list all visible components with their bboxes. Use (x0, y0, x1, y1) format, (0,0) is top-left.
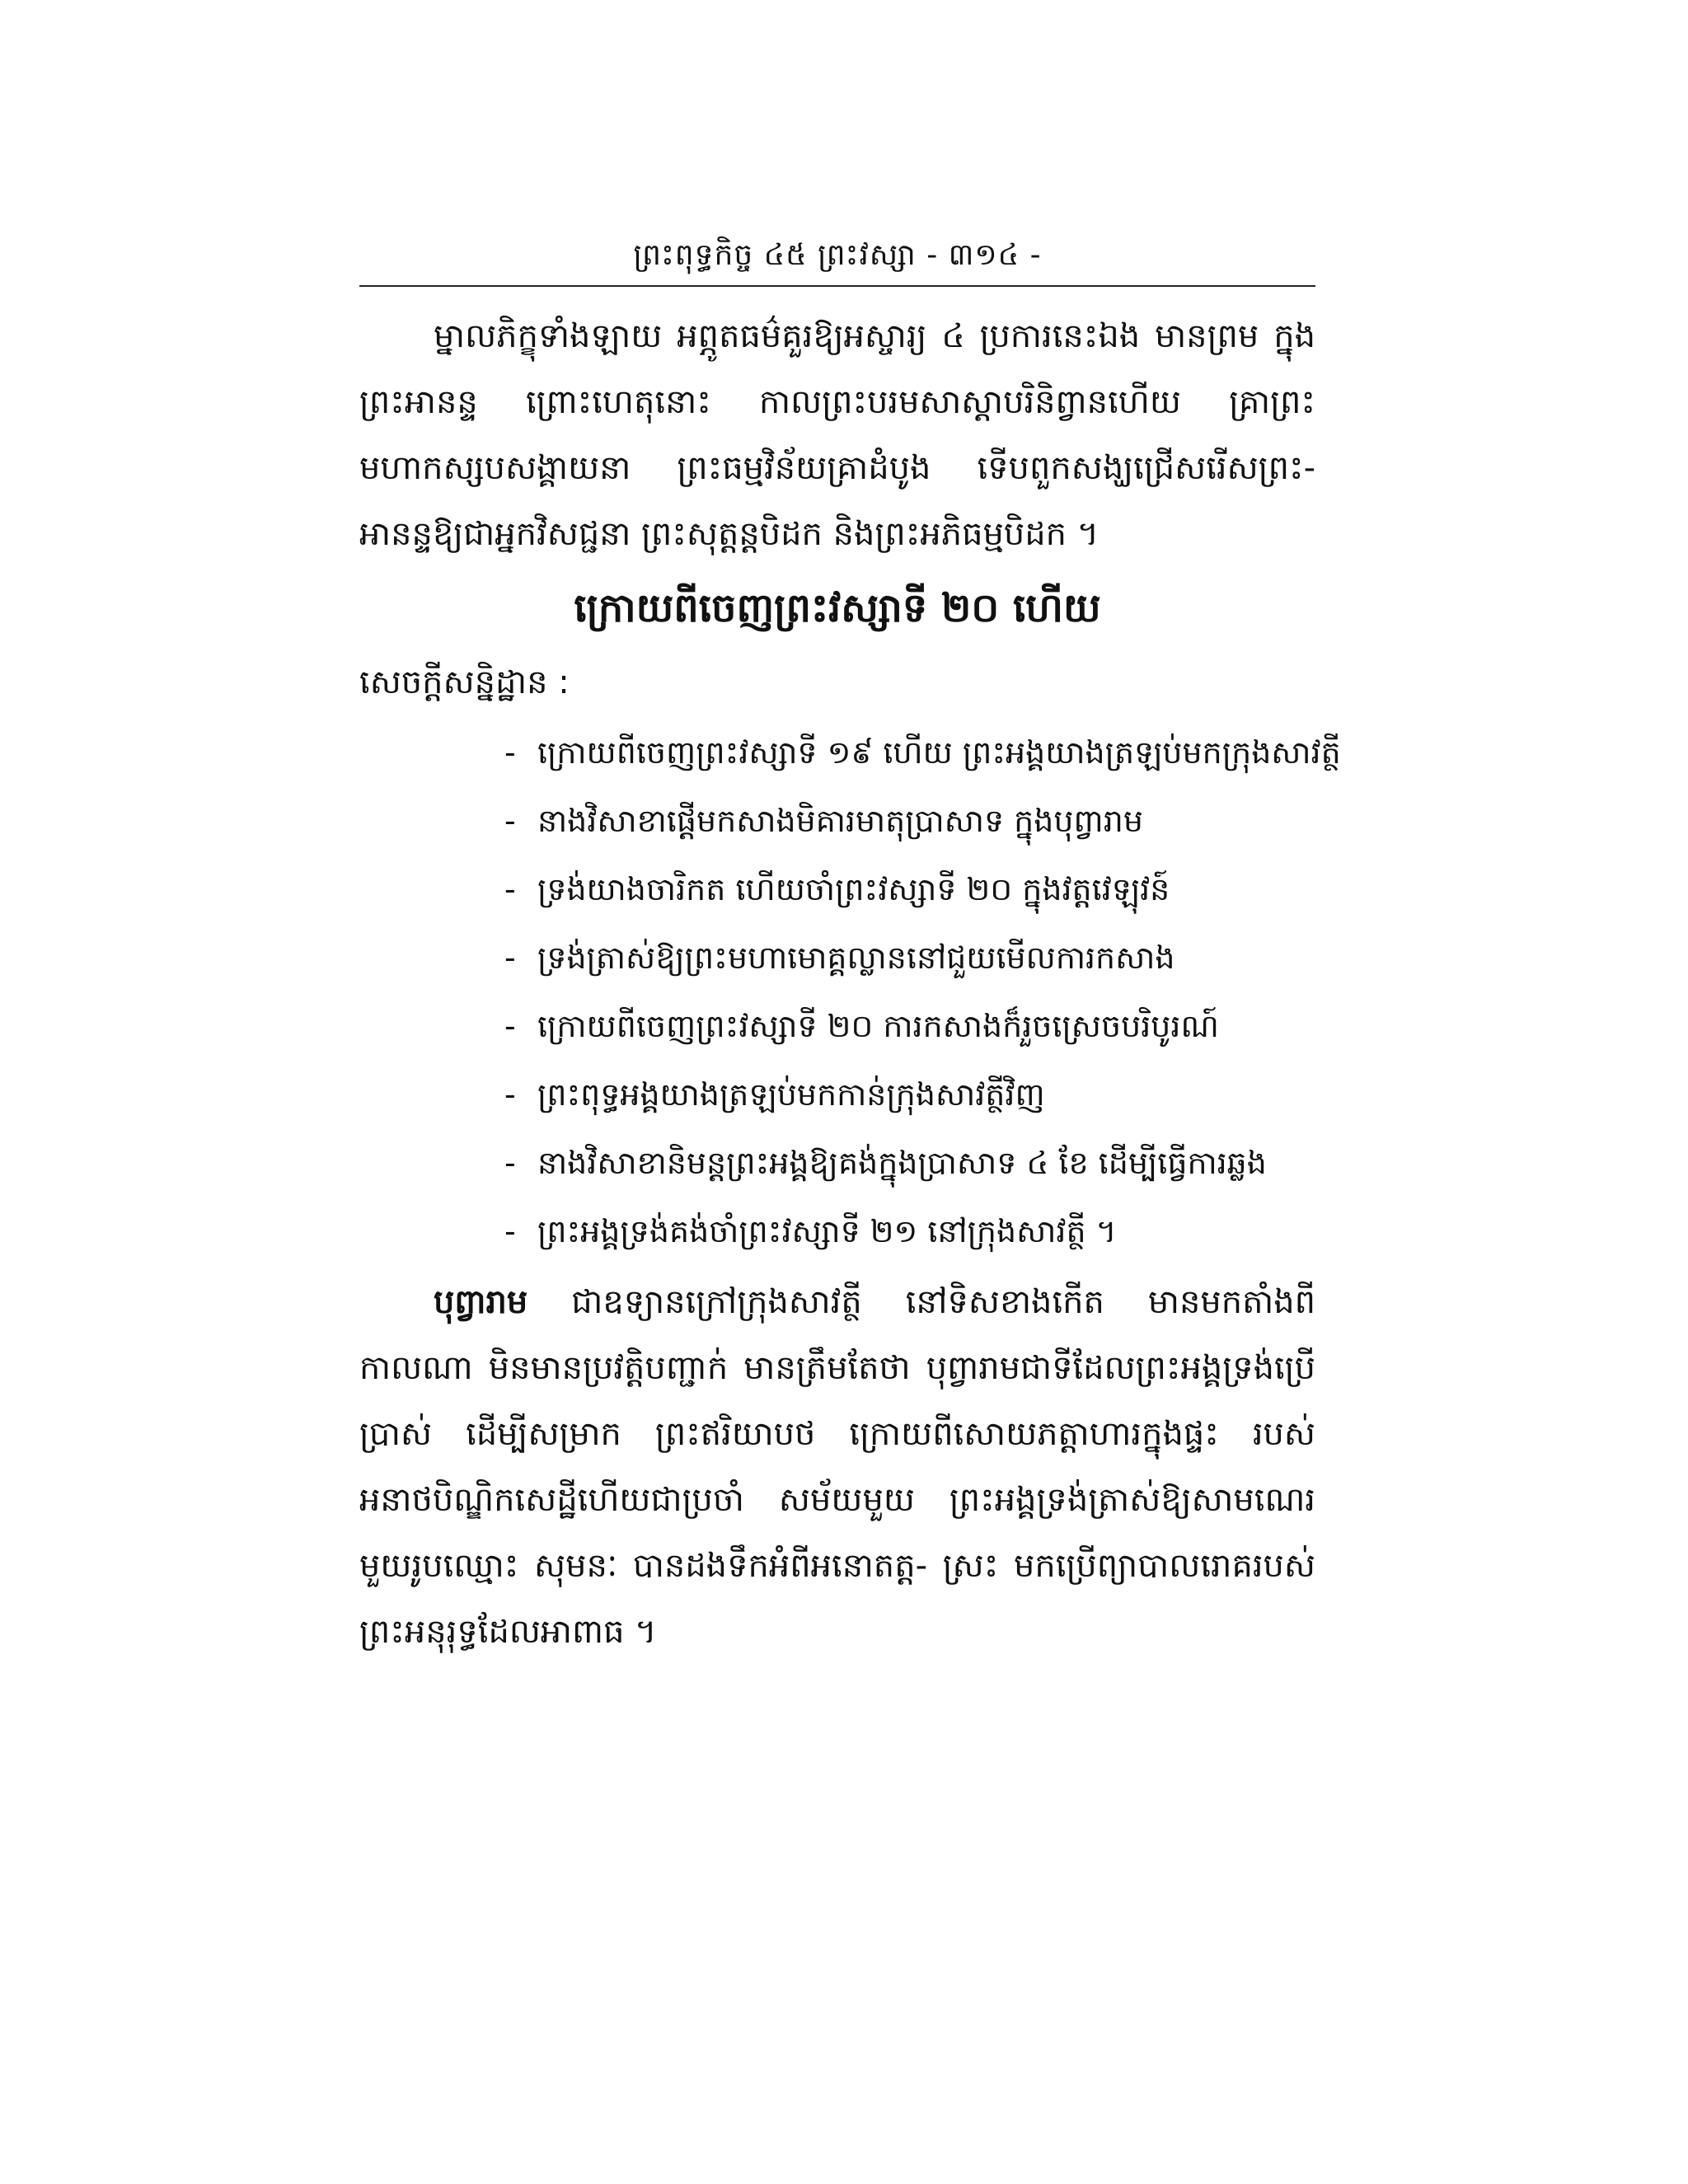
bullet-dash: - (504, 1145, 516, 1181)
closing-paragraph (359, 1269, 1315, 1665)
list-item-text: ទ្រង់យាងចារិកត ហើយចាំព្រះវស្សាទី ២០ ក្នុងវត្តវេឡុវន៍ (537, 871, 1170, 907)
list-item-text: ក្រោយពីចេញព្រះវស្សាទី ១៩ ហើយ ព្រះអង្គយាងត្រឡប់មកក្រុងសាវត្ថី (537, 734, 1341, 771)
summary-list (359, 719, 1341, 1266)
list-item-text: នាងវិសាខានិមន្តព្រះអង្គឱ្យគង់ក្នុងប្រាសាទ ៤ ខែ ដើម្បីធ្វើការឆ្លង (537, 1145, 1267, 1181)
summary-label: សេចក្តីសន្និដ្ឋាន : (359, 663, 570, 701)
list-item-text: ទ្រង់ត្រាស់ឱ្យព្រះមហាមោគ្គល្លាននៅជួយមើលការកសាង (537, 940, 1175, 976)
bullet-dash: - (504, 1076, 516, 1113)
list-item-text: ព្រះពុទ្ធអង្គយាងត្រឡប់មកកាន់ក្រុងសាវត្ថីវិញ (537, 1076, 1045, 1113)
list-item (504, 719, 1341, 787)
bullet-dash: - (504, 734, 516, 771)
list-item-text: ព្រះអង្គទ្រង់គង់ចាំព្រះវស្សាទី ២១ នៅក្រុងសាវត្ថី ។ (537, 1213, 1117, 1249)
bullet-dash: - (504, 871, 516, 907)
list-item-text: នាងវិសាខាផ្តើមកសាងមិគារមាតុប្រាសាទ ក្នុងបុព្វារាម (537, 803, 1143, 839)
closing-paragraph-text: ជាឧទ្យានក្រៅក្រុងសាវត្ថី នៅទិសខាងកើត មានមកតាំងពីកាលណា មិនមានប្រវត្តិបញ្ជាក់ មានត្រឹមតែថា បុព្វារាមជាទីដែលព្រះអង្គទ្រង់ប្រើប្រាស់ ដើម្បីសម្រាក ព្រះឥរិយាបថ ក្រោយពីសោយភត្តាហារក្នុងផ្ទះ របស់អនាថបិណ្ឌិកសេដ្ឋីហើយជាប្រចាំ សម័យមួយ ព្រះអង្គទ្រង់ត្រាស់ឱ្យសាមណេរមួយរូបឈ្មោះ សុមនៈ បានដងទឹកអំពីអនោតត្ត- ស្រះ មកប្រើព្យាបាលរោគរបស់ព្រះអនុរុទ្ធដែលអាពាធ ។ (359, 1283, 1315, 1651)
header-rule (359, 285, 1315, 287)
lead-term: បុព្វារាម (434, 1283, 528, 1321)
list-item (504, 924, 1315, 992)
list-item (504, 992, 1315, 1061)
intro-paragraph: ម្នាលភិក្ខុទាំងឡាយ អព្ភូតធម៌គួរឱ្យអស្ចារ្យ ៤ ប្រការនេះឯង មានព្រម ក្នុងព្រះអានន្ទ ព្រោះហេតុនោះ កាលព្រះបរមសាស្តាបរិនិព្វានហើយ គ្រាព្រះ មហាកស្សបសង្គាយនា ព្រះធម្មវិន័យគ្រាដំបូង ទើបពួកសង្ឃជ្រើសរើសព្រះ- អានន្ទឱ្យជាអ្នកវិសជ្ជនា ព្រះសុត្តន្តបិដក និងព្រះអភិធម្មបិដក ។ (359, 317, 1315, 553)
bullet-dash: - (504, 1213, 516, 1249)
list-item (504, 787, 1315, 855)
running-head: ព្រះពុទ្ធកិច្ច ៤៥ ព្រះវស្សា - ៣១៤ - (633, 238, 1042, 272)
list-item (504, 1197, 1315, 1266)
list-item (504, 1129, 1315, 1197)
bullet-dash: - (504, 940, 516, 976)
list-item (504, 1061, 1315, 1129)
bullet-dash: - (504, 1008, 516, 1044)
list-item-text: ក្រោយពីចេញព្រះវស្សាទី ២០ ការកសាងក៏រួចស្រេចបរិបូរណ៍ (537, 1008, 1219, 1044)
section-heading: ក្រោយពីចេញព្រះវស្សាទី ២០ ហើយ (574, 585, 1101, 631)
document-page (359, 231, 1341, 1665)
list-item (504, 855, 1315, 924)
bullet-dash: - (504, 803, 516, 839)
